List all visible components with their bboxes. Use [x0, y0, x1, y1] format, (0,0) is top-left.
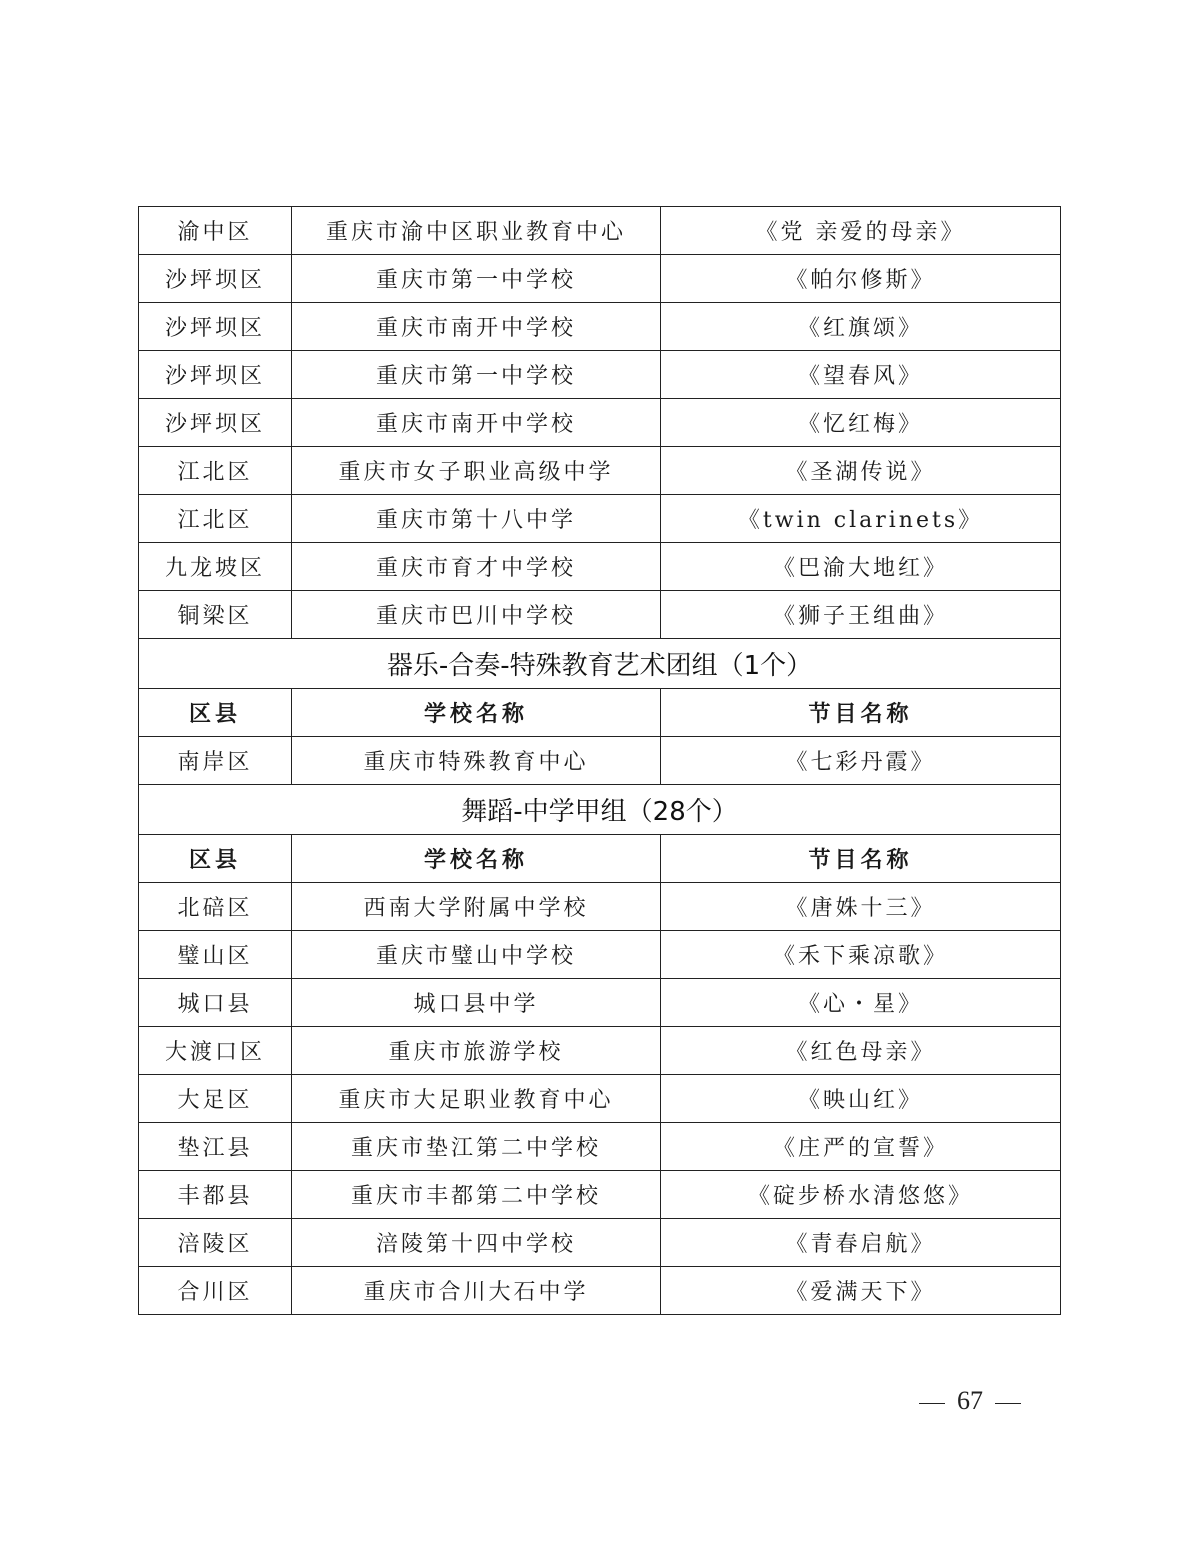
program-listing-table	[138, 206, 1061, 1315]
program-cell: 《庄严的宣誓》	[661, 1123, 1061, 1171]
section-title: 器乐-合奏-特殊教育艺术团组（1个）	[139, 639, 1061, 689]
school-cell: 重庆市第一中学校	[292, 255, 661, 303]
district-cell: 合川区	[139, 1267, 292, 1315]
school-cell: 重庆市璧山中学校	[292, 931, 661, 979]
table-row	[139, 1123, 1061, 1171]
program-cell: 《唐姝十三》	[661, 883, 1061, 931]
section-title-row	[139, 785, 1061, 835]
school-cell: 重庆市女子职业高级中学	[292, 447, 661, 495]
table-row	[139, 1171, 1061, 1219]
school-cell: 重庆市第一中学校	[292, 351, 661, 399]
district-cell: 沙坪坝区	[139, 255, 292, 303]
district-cell: 大足区	[139, 1075, 292, 1123]
table-row	[139, 591, 1061, 639]
column-header-program: 节目名称	[661, 689, 1061, 737]
program-cell: 《巴渝大地红》	[661, 543, 1061, 591]
dash-left	[919, 1403, 945, 1404]
table-row	[139, 447, 1061, 495]
district-cell: 北碚区	[139, 883, 292, 931]
school-cell: 重庆市渝中区职业教育中心	[292, 207, 661, 255]
district-cell: 沙坪坝区	[139, 399, 292, 447]
program-cell: 《碇步桥水清悠悠》	[661, 1171, 1061, 1219]
table-row	[139, 883, 1061, 931]
program-cell: 《七彩丹霞》	[661, 737, 1061, 785]
program-cell: 《望春风》	[661, 351, 1061, 399]
program-cell: 《忆红梅》	[661, 399, 1061, 447]
program-cell: 《红色母亲》	[661, 1027, 1061, 1075]
header-row	[139, 835, 1061, 883]
table-row	[139, 737, 1061, 785]
district-cell: 大渡口区	[139, 1027, 292, 1075]
district-cell: 垫江县	[139, 1123, 292, 1171]
district-cell: 沙坪坝区	[139, 351, 292, 399]
school-cell: 重庆市旅游学校	[292, 1027, 661, 1075]
table-row	[139, 495, 1061, 543]
table-row	[139, 1075, 1061, 1123]
page-number	[905, 1386, 1035, 1416]
column-header-school: 学校名称	[292, 835, 661, 883]
column-header-program: 节目名称	[661, 835, 1061, 883]
program-cell: 《红旗颂》	[661, 303, 1061, 351]
district-cell: 江北区	[139, 495, 292, 543]
table-row	[139, 303, 1061, 351]
table-row	[139, 207, 1061, 255]
section-title-row	[139, 639, 1061, 689]
column-header-district: 区县	[139, 689, 292, 737]
column-header-school: 学校名称	[292, 689, 661, 737]
table-row	[139, 1267, 1061, 1315]
table-row	[139, 399, 1061, 447]
table-row	[139, 931, 1061, 979]
district-cell: 涪陵区	[139, 1219, 292, 1267]
program-cell: 《禾下乘凉歌》	[661, 931, 1061, 979]
school-cell: 涪陵第十四中学校	[292, 1219, 661, 1267]
district-cell: 渝中区	[139, 207, 292, 255]
table-row	[139, 255, 1061, 303]
table-row	[139, 979, 1061, 1027]
dash-right	[995, 1403, 1021, 1404]
district-cell: 九龙坡区	[139, 543, 292, 591]
program-cell: 《映山红》	[661, 1075, 1061, 1123]
column-header-district: 区县	[139, 835, 292, 883]
school-cell: 重庆市特殊教育中心	[292, 737, 661, 785]
district-cell: 沙坪坝区	[139, 303, 292, 351]
school-cell: 重庆市育才中学校	[292, 543, 661, 591]
school-cell: 重庆市垫江第二中学校	[292, 1123, 661, 1171]
program-cell: 《爱满天下》	[661, 1267, 1061, 1315]
school-cell: 重庆市南开中学校	[292, 303, 661, 351]
school-cell: 重庆市合川大石中学	[292, 1267, 661, 1315]
school-cell: 西南大学附属中学校	[292, 883, 661, 931]
district-cell: 江北区	[139, 447, 292, 495]
school-cell: 重庆市南开中学校	[292, 399, 661, 447]
table-row	[139, 351, 1061, 399]
page-number-value: 67	[957, 1386, 983, 1415]
district-cell: 城口县	[139, 979, 292, 1027]
school-cell: 重庆市巴川中学校	[292, 591, 661, 639]
district-cell: 璧山区	[139, 931, 292, 979]
program-cell: 《心・星》	[661, 979, 1061, 1027]
program-cell: 《圣湖传说》	[661, 447, 1061, 495]
program-cell: 《帕尔修斯》	[661, 255, 1061, 303]
section-title: 舞蹈-中学甲组（28个）	[139, 785, 1061, 835]
district-cell: 南岸区	[139, 737, 292, 785]
table-row	[139, 543, 1061, 591]
program-cell: 《twin clarinets》	[661, 495, 1061, 543]
program-cell: 《青春启航》	[661, 1219, 1061, 1267]
district-cell: 铜梁区	[139, 591, 292, 639]
table-row	[139, 1219, 1061, 1267]
school-cell: 重庆市丰都第二中学校	[292, 1171, 661, 1219]
district-cell: 丰都县	[139, 1171, 292, 1219]
header-row	[139, 689, 1061, 737]
program-cell: 《党 亲爱的母亲》	[661, 207, 1061, 255]
table-row	[139, 1027, 1061, 1075]
school-cell: 重庆市第十八中学	[292, 495, 661, 543]
school-cell: 重庆市大足职业教育中心	[292, 1075, 661, 1123]
program-cell: 《狮子王组曲》	[661, 591, 1061, 639]
school-cell: 城口县中学	[292, 979, 661, 1027]
